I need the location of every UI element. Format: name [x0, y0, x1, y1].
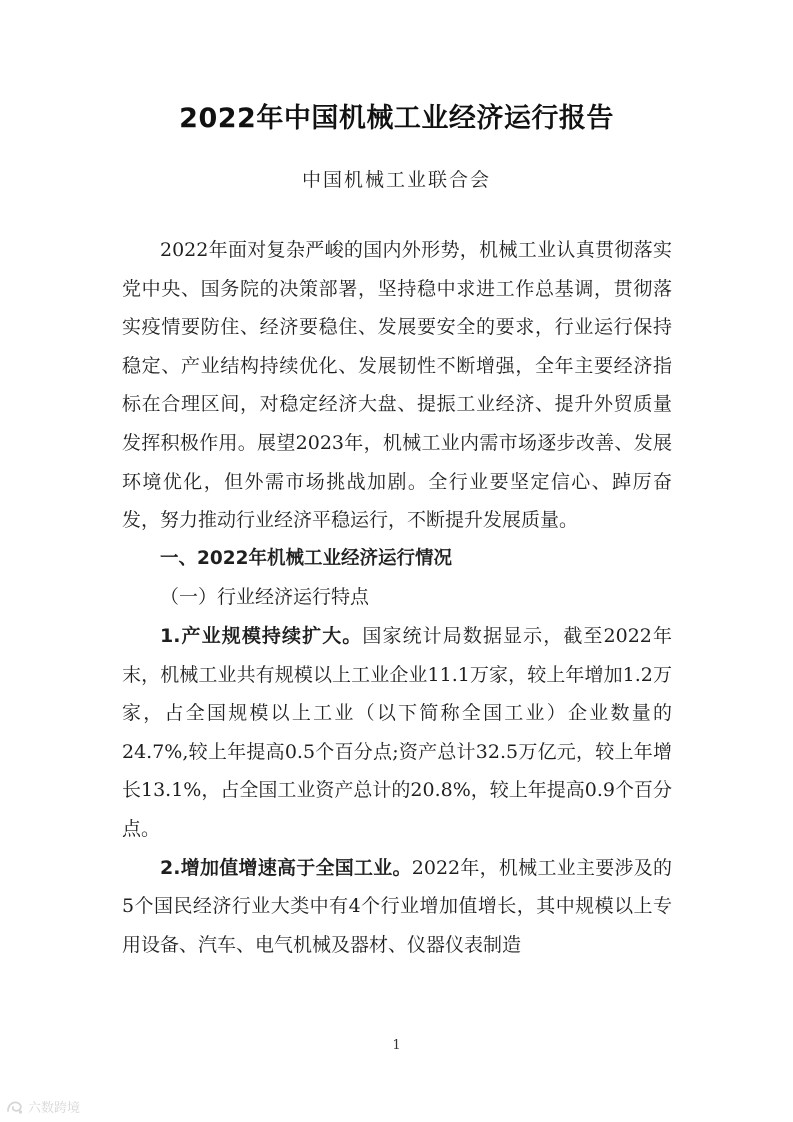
watermark-text: 六数跨境 [28, 1101, 81, 1116]
intro-paragraph: 2022年面对复杂严峻的国内外形势，机械工业认真贯彻落实党中央、国务院的决策部署，坚持稳中求进工作总基调，贯彻落实疫情要防住、经济要稳住、发展要安全的要求，行业运行保持稳定、产业结构持续优化、发展韧性不断增强，全年主要经济指标在合理区间，对稳定经济大盘、提振工业经济、提升外贸质量发挥积极作用。展望2023年，机械工业内需市场逐步改善、发展环境优化，但外需市场挑战加剧。全行业要坚定信心、踔厉奋发，努力推动行业经济平稳运行，不断提升发展质量。 [122, 239, 672, 532]
page-title: 2022年中国机械工业经济运行报告 [179, 103, 614, 134]
point-2-lead: 2.增加值增速高于全国工业。 [160, 856, 412, 879]
point-2-text: 2022年，机械工业主要涉及的5个国民经济行业大类中有4个行业增加值增长，其中规模以上专用设备、汽车、电气机械及器材、仪器仪表制造 [122, 856, 672, 956]
paragraph-point-1 [122, 617, 672, 849]
point-1-lead: 1.产业规模持续扩大。 [160, 624, 363, 647]
body-text [122, 231, 672, 964]
brand-logo-icon [6, 1099, 24, 1115]
subsection-heading: （一）行业经济运行特点 [160, 586, 370, 609]
point-1-text: 国家统计局数据显示，截至2022年末，机械工业共有规模以上工业企业11.1万家，较上年增加1.2万家，占全国规模以上工业（以下简称全国工业）企业数量的24.7%,较上年提高0.5个百分点;资产总计32.5万亿元，较上年增长13.1%，占全国工业资产总计的20.8%，较上年提高0.9个百分点。 [122, 624, 672, 840]
watermark [6, 1097, 80, 1116]
author-line: 中国机械工业联合会 [301, 169, 491, 191]
page-number: 1 [392, 1038, 401, 1053]
paragraph-point-2 [122, 849, 672, 965]
section-heading: 一、2022年机械工业经济运行情况 [160, 547, 452, 569]
